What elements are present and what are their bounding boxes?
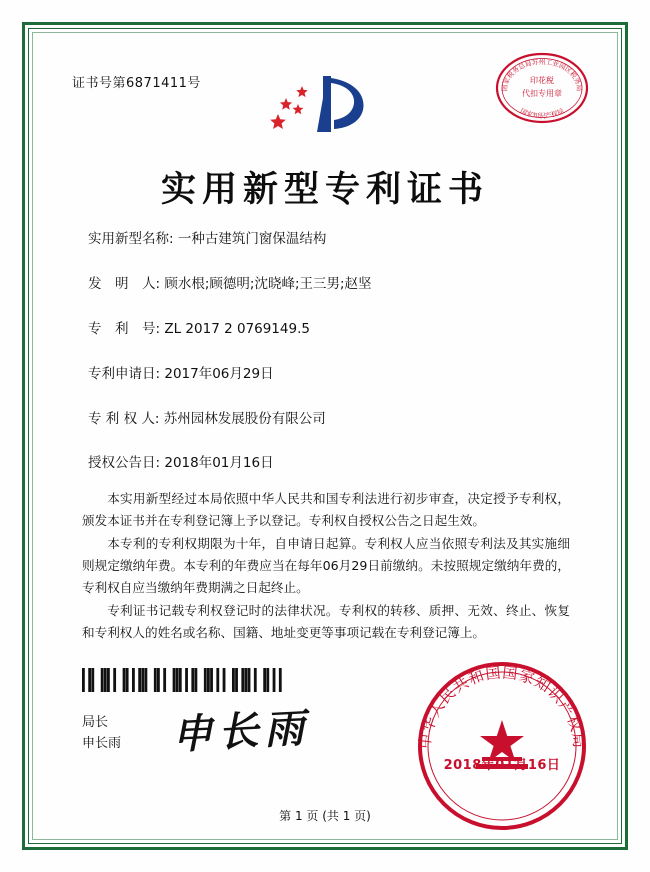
patentee-label: 专 利 权 人: [88,410,160,427]
paragraph-3: 专利证书记载专利权登记时的法律状况。专利权的转移、质押、无效、终止、恢复和专利权人的姓名或名称、国籍、地址变更等事项记载在专利登记簿上。 [82,603,570,640]
inventors-row [88,275,570,294]
svg-text:中华人民共和国国家知识产权局: 中华人民共和国国家知识产权局 [415,663,589,750]
inventors-label: 发 明 人: [88,275,161,292]
director-name-label: 申长雨 [82,736,122,752]
paragraph-1: 本实用新型经过本局依照中华人民共和国专利法进行初步审查，决定授予专利权，颁发本证书并在专利登记簿上予以登记。专利权自授权公告之日起生效。 [82,491,570,528]
field-list [88,230,570,499]
director-title-label: 局长 [82,715,109,730]
application-date-row [88,365,570,384]
utility-model-name-label: 实用新型名称: [88,231,174,247]
svg-text:国家税务总局苏州工业园区税务局: 国家税务总局苏州工业园区税务局 [500,58,584,92]
svg-text:国家知识产权局: 国家知识产权局 [518,106,566,120]
patentee-value: 苏州园林发展股份有限公司 [163,410,326,427]
certificate-number: 证书号第6871411号 [72,76,201,91]
paragraph-2: 本专利的专利权期限为十年，自申请日起算。专利权人应当依照专利法及其实施细则规定缴纳年费。本专利的年费应当在每年06月29日前缴纳。未按照规定缴纳年费的，专利权自应当缴纳年费期满之日起终止。 [82,536,570,595]
patent-number-label: 专 利 号: [88,320,161,337]
cnipa-patent-logo [40,68,610,140]
seal-date: 2018年01月16日 [443,758,561,773]
patent-barcode [82,668,282,692]
patent-number-row [88,320,570,339]
svg-text:代扣专用章: 代扣专用章 [522,89,562,98]
application-date-label: 专利申请日: [88,365,161,382]
patentee-row [88,410,570,429]
patent-number-value: ZL 2017 2 0769149.5 [164,320,310,337]
page-footer: 第 1 页 (共 1 页) [279,809,371,823]
svg-text:印花税: 印花税 [530,76,554,85]
page-title: 实用新型专利证书 [160,169,489,210]
utility-model-name-row [88,230,570,249]
certificate-content [40,40,610,832]
inventors-value: 顾水根;顾德明;沈晓峰;王三男;赵坚 [164,275,372,292]
grant-announcement-date-row [88,454,570,473]
body-text [82,488,570,646]
utility-model-name-value: 一种古建筑门窗保温结构 [177,231,327,247]
signature-block [82,712,121,755]
grant-announcement-date-value: 2018年01月16日 [164,455,274,472]
application-date-value: 2017年06月29日 [164,365,274,382]
grant-announcement-date-label: 授权公告日: [88,455,161,472]
handwritten-signature: 申长雨 [171,704,312,759]
